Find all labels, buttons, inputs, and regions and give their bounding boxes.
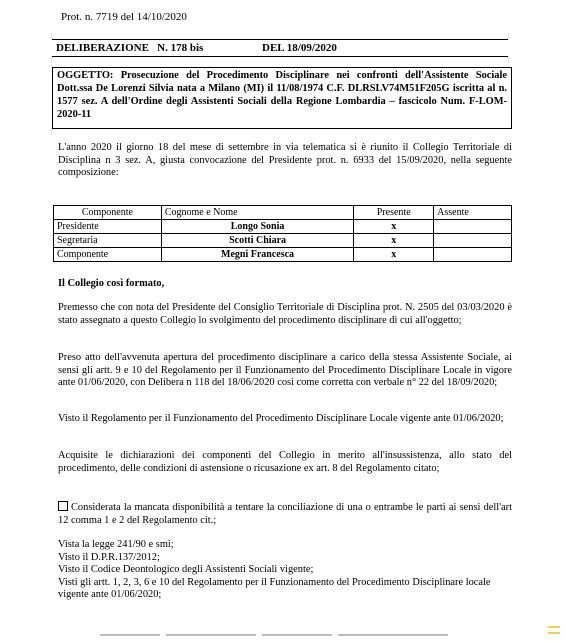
reference-line: Vista la legge 241/90 e smi; — [58, 539, 174, 550]
reference-line: Visto il Codice Deontologico degli Assistenti Sociali vigente; — [58, 564, 314, 576]
protocol-number: Prot. n. 7719 del 14/10/2020 — [61, 11, 187, 23]
conciliation-paragraph — [58, 501, 512, 527]
header-cell: Componente — [54, 206, 162, 220]
references-block — [58, 539, 512, 602]
present-cell: x — [354, 234, 434, 248]
absent-cell — [434, 220, 512, 234]
role-cell: Segretaria — [54, 234, 162, 248]
collegio-heading: Il Collegio così formato, — [58, 278, 165, 289]
premise-paragraph: Premesso che con nota del Presidente del Consiglio Territoriale di Disciplina prot. N. 2505 del 03/03/2020 è stato assegnato a questo Collegio lo svolgimento del procedimento disciplinare di cui all'oggetto; — [58, 302, 512, 326]
declarations-paragraph: Acquisite le dichiarazioni dei componenti del Collegio in merito all'insussistenza, allo stato del procedimento, delle condizioni di astensione o ricusazione ex art. 8 del Regolamento citato; — [58, 450, 512, 474]
name-cell: Scotti Chiara — [161, 234, 353, 248]
header-cell: Presente — [354, 206, 434, 220]
present-cell: x — [354, 248, 434, 262]
name-cell: Longo Sonia — [161, 220, 353, 234]
footer-strip — [100, 629, 500, 638]
conciliation-text: Considerata la mancata disponibilità a tentare la conciliazione di una o entrambe le parti ai sensi dell'art 12 comma 1 e 2 del Regolamento cit.; — [58, 502, 512, 526]
table-row — [54, 248, 512, 262]
role-cell: Componente — [54, 248, 162, 262]
absent-cell — [434, 248, 512, 262]
header-cell: Assente — [434, 206, 512, 220]
deliberation-number: DELIBERAZIONE N. 178 bis — [56, 42, 204, 54]
header-cell: Cognome e Nome — [161, 206, 353, 220]
present-cell: x — [354, 220, 434, 234]
reference-line: Visto il D.P.R.137/2012; — [58, 551, 160, 563]
subject-box: OGGETTO: Prosecuzione del Procedimento Disciplinare nei confronti dell'Assistente Sociale Dott.ssa De Lorenzi Silvia nata a Milano (MI) il 11/08/1974 C.F. DLRSLV74M51F205G iscritta al n. 1577 sez. A dell'Ordine degli Assistenti Sociali della Regione Lombardia – fascicolo Num. F-LOM-2020-11 — [52, 67, 512, 129]
composition-table — [53, 205, 512, 262]
role-cell: Presidente — [54, 220, 162, 234]
acknowledgement-paragraph: Preso atto dell'avvenuta apertura del procedimento disciplinare a carico della stessa Assistente Sociale, ai sensi gli artt. 9 e 10 del Regolamento per il Funzionamento del Procedimento Disciplinare Locale in vigore ante 01/06/2020, con Delibera n 118 del 18/06/2020 così come corretta con verbale n° 22 del 18/09/2020; — [58, 352, 512, 389]
intro-paragraph: L'anno 2020 il giorno 18 del mese di settembre in via telematica si è riunito il Collegio Territoriale di Disciplina n 3 sez. A, giusta convocazione del Presidente prot. n. 6933 del 15/09/2020, nella seguente composizione: — [58, 142, 512, 179]
reference-line: Visti gli artt. 1, 2, 3, 6 e 10 del Regolamento per il Funzionamento del Procedimento Disciplinare locale vigente ante 01/06/2020; — [58, 576, 491, 601]
table-header-row — [54, 206, 512, 220]
deliberation-header — [52, 39, 508, 57]
checkbox-icon — [58, 501, 68, 511]
deliberation-date: DEL 18/09/2020 — [262, 42, 337, 54]
regulation-paragraph: Visto il Regolamento per il Funzionamento del Procedimento Disciplinare Locale vigente ante 01/06/2020; — [58, 413, 504, 424]
corner-mark-icon — [548, 632, 560, 642]
table-row — [54, 234, 512, 248]
absent-cell — [434, 234, 512, 248]
name-cell: Megni Francesca — [161, 248, 353, 262]
table-row — [54, 220, 512, 234]
